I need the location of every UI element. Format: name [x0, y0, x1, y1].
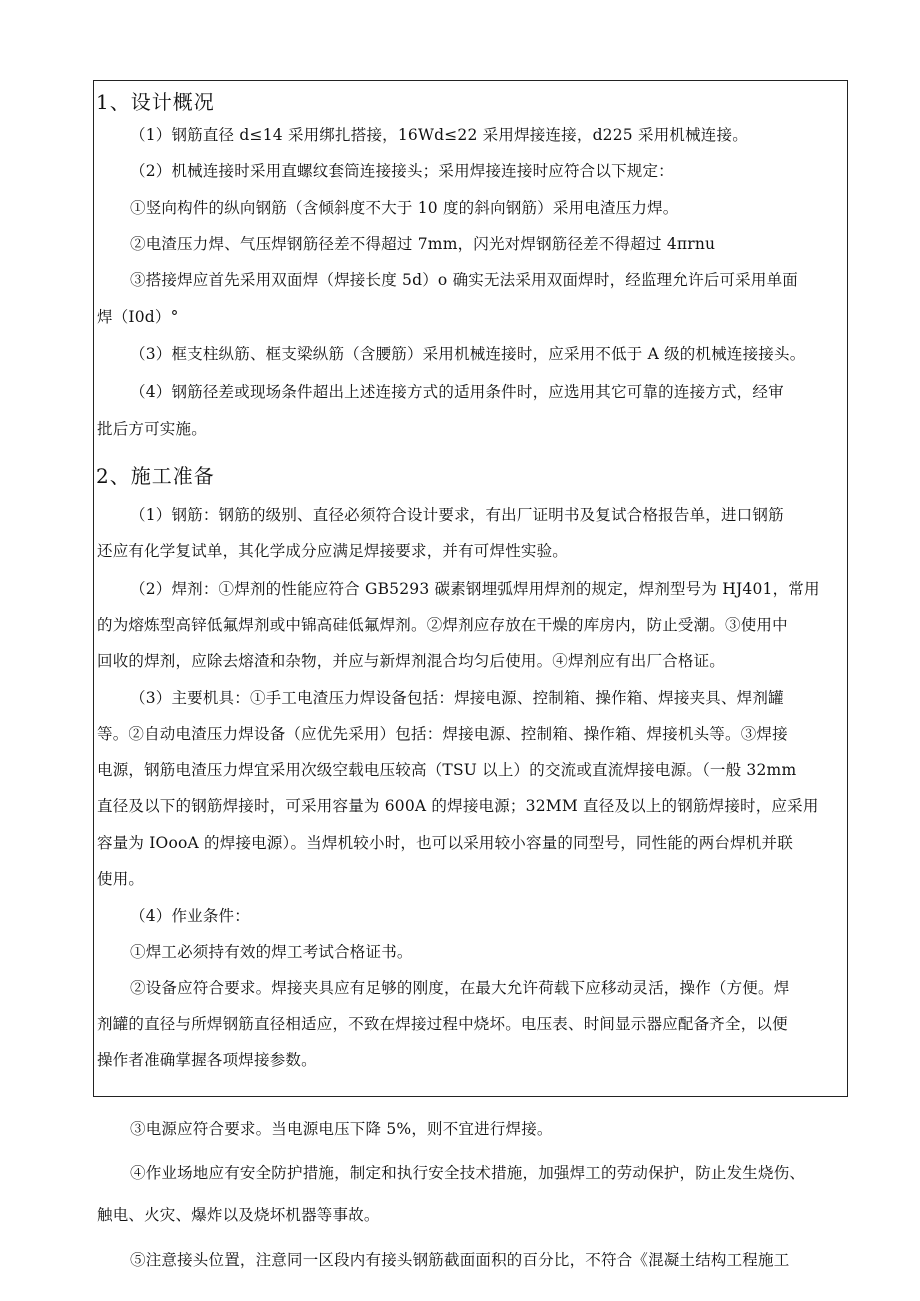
paragraph-line: 电源，钢筋电渣压力焊宜采用次级空载电压较高（TSU 以上）的交流或直流焊接电源。（一般 32mm: [97, 761, 797, 779]
paragraph-line: （3）主要机具：①手工电渣压力焊设备包括：焊接电源、控制箱、操作箱、焊接夹具、焊剂罐: [130, 689, 784, 707]
paragraph-line: （3）框支柱纵筋、框支梁纵筋（含腰筋）采用机械连接时，应采用不低于 A 级的机械连接接头。: [130, 345, 806, 363]
paragraph-line: 剂罐的直径与所焊钢筋直径相适应，不致在焊接过程中烧坏。电压表、时间显示器应配备齐全，以便: [97, 1015, 788, 1033]
paragraph-line: 的为熔炼型高锌低氟焊剂或中锦高硅低氟焊剂。②焊剂应存放在干燥的库房内，防止受潮。③使用中: [97, 616, 788, 634]
paragraph-line: ④作业场地应有安全防护措施，制定和执行安全技术措施，加强焊工的劳动保护，防止发生烧伤、: [130, 1164, 806, 1182]
paragraph-line: ③搭接焊应首先采用双面焊（焊接长度 5d）o 确实无法采用双面焊时，经监理允许后可采用单面: [130, 271, 798, 289]
section-heading-construction-prep: 2、施工准备: [96, 464, 215, 488]
paragraph-line: （4）作业条件：: [130, 907, 250, 925]
paragraph-line: 批后方可实施。: [97, 420, 207, 438]
paragraph-line: （1）钢筋：钢筋的级别、直径必须符合设计要求，有出厂证明书及复试合格报告单，进口钢筋: [130, 506, 784, 524]
paragraph-line: 焊（I0d）°: [97, 308, 179, 326]
paragraph-line: 等。②自动电渣压力焊设备（应优先采用）包括：焊接电源、控制箱、操作箱、焊接机头等。③焊接: [97, 725, 788, 743]
paragraph-line: 回收的焊剂，应除去熔渣和杂物，并应与新焊剂混合均匀后使用。④焊剂应有出厂合格证。: [97, 652, 726, 670]
paragraph-line: ①焊工必须持有效的焊工考试合格证书。: [130, 943, 413, 961]
paragraph-line: 容量为 IOooA 的焊接电源）。当焊机较小时，也可以采用较小容量的同型号，同性能的两台焊机并联: [97, 834, 793, 852]
paragraph-line: ①竖向构件的纵向钢筋（含倾斜度不大于 10 度的斜向钢筋）采用电渣压力焊。: [130, 199, 679, 217]
paragraph-line: ②电渣压力焊、气压焊钢筋径差不得超过 7mm，闪光对焊钢筋径差不得超过 4πrnu: [130, 235, 716, 253]
paragraph-line: 操作者准确掌握各项焊接参数。: [97, 1051, 317, 1069]
paragraph-line: （4）钢筋径差或现场条件超出上述连接方式的适用条件时，应选用其它可靠的连接方式，经审: [130, 383, 784, 401]
paragraph-line: 还应有化学复试单，其化学成分应满足焊接要求，并有可焊性实验。: [97, 542, 569, 560]
paragraph-line: （2）机械连接时采用直螺纹套筒连接接头；采用焊接连接时应符合以下规定：: [130, 162, 674, 180]
section-heading-design-overview: 1、设计概况: [96, 90, 215, 114]
paragraph-line: ⑤注意接头位置，注意同一区段内有接头钢筋截面面积的百分比，不符合《混凝土结构工程施工: [130, 1251, 790, 1269]
paragraph-line: 使用。: [97, 870, 145, 888]
paragraph-line: （1）钢筋直径 d≤14 采用绑扎搭接，16Wd≤22 采用焊接连接，d225 采用机械连接。: [130, 126, 748, 144]
paragraph-line: （2）焊剂：①焊剂的性能应符合 GB5293 碳素钢埋弧焊用焊剂的规定，焊剂型号为 HJ401，常用: [130, 580, 820, 598]
paragraph-line: ③电源应符合要求。当电源电压下降 5%，则不宜进行焊接。: [130, 1120, 553, 1138]
paragraph-line: 直径及以下的钢筋焊接时，可采用容量为 600A 的焊接电源；32MM 直径及以上的钢筋焊接时，应采用: [97, 797, 819, 815]
paragraph-line: 触电、火灾、爆炸以及烧坏机器等事故。: [97, 1206, 380, 1224]
paragraph-line: ②设备应符合要求。焊接夹具应有足够的刚度，在最大允许荷载下应移动灵活，操作（方便。焊: [130, 979, 790, 997]
